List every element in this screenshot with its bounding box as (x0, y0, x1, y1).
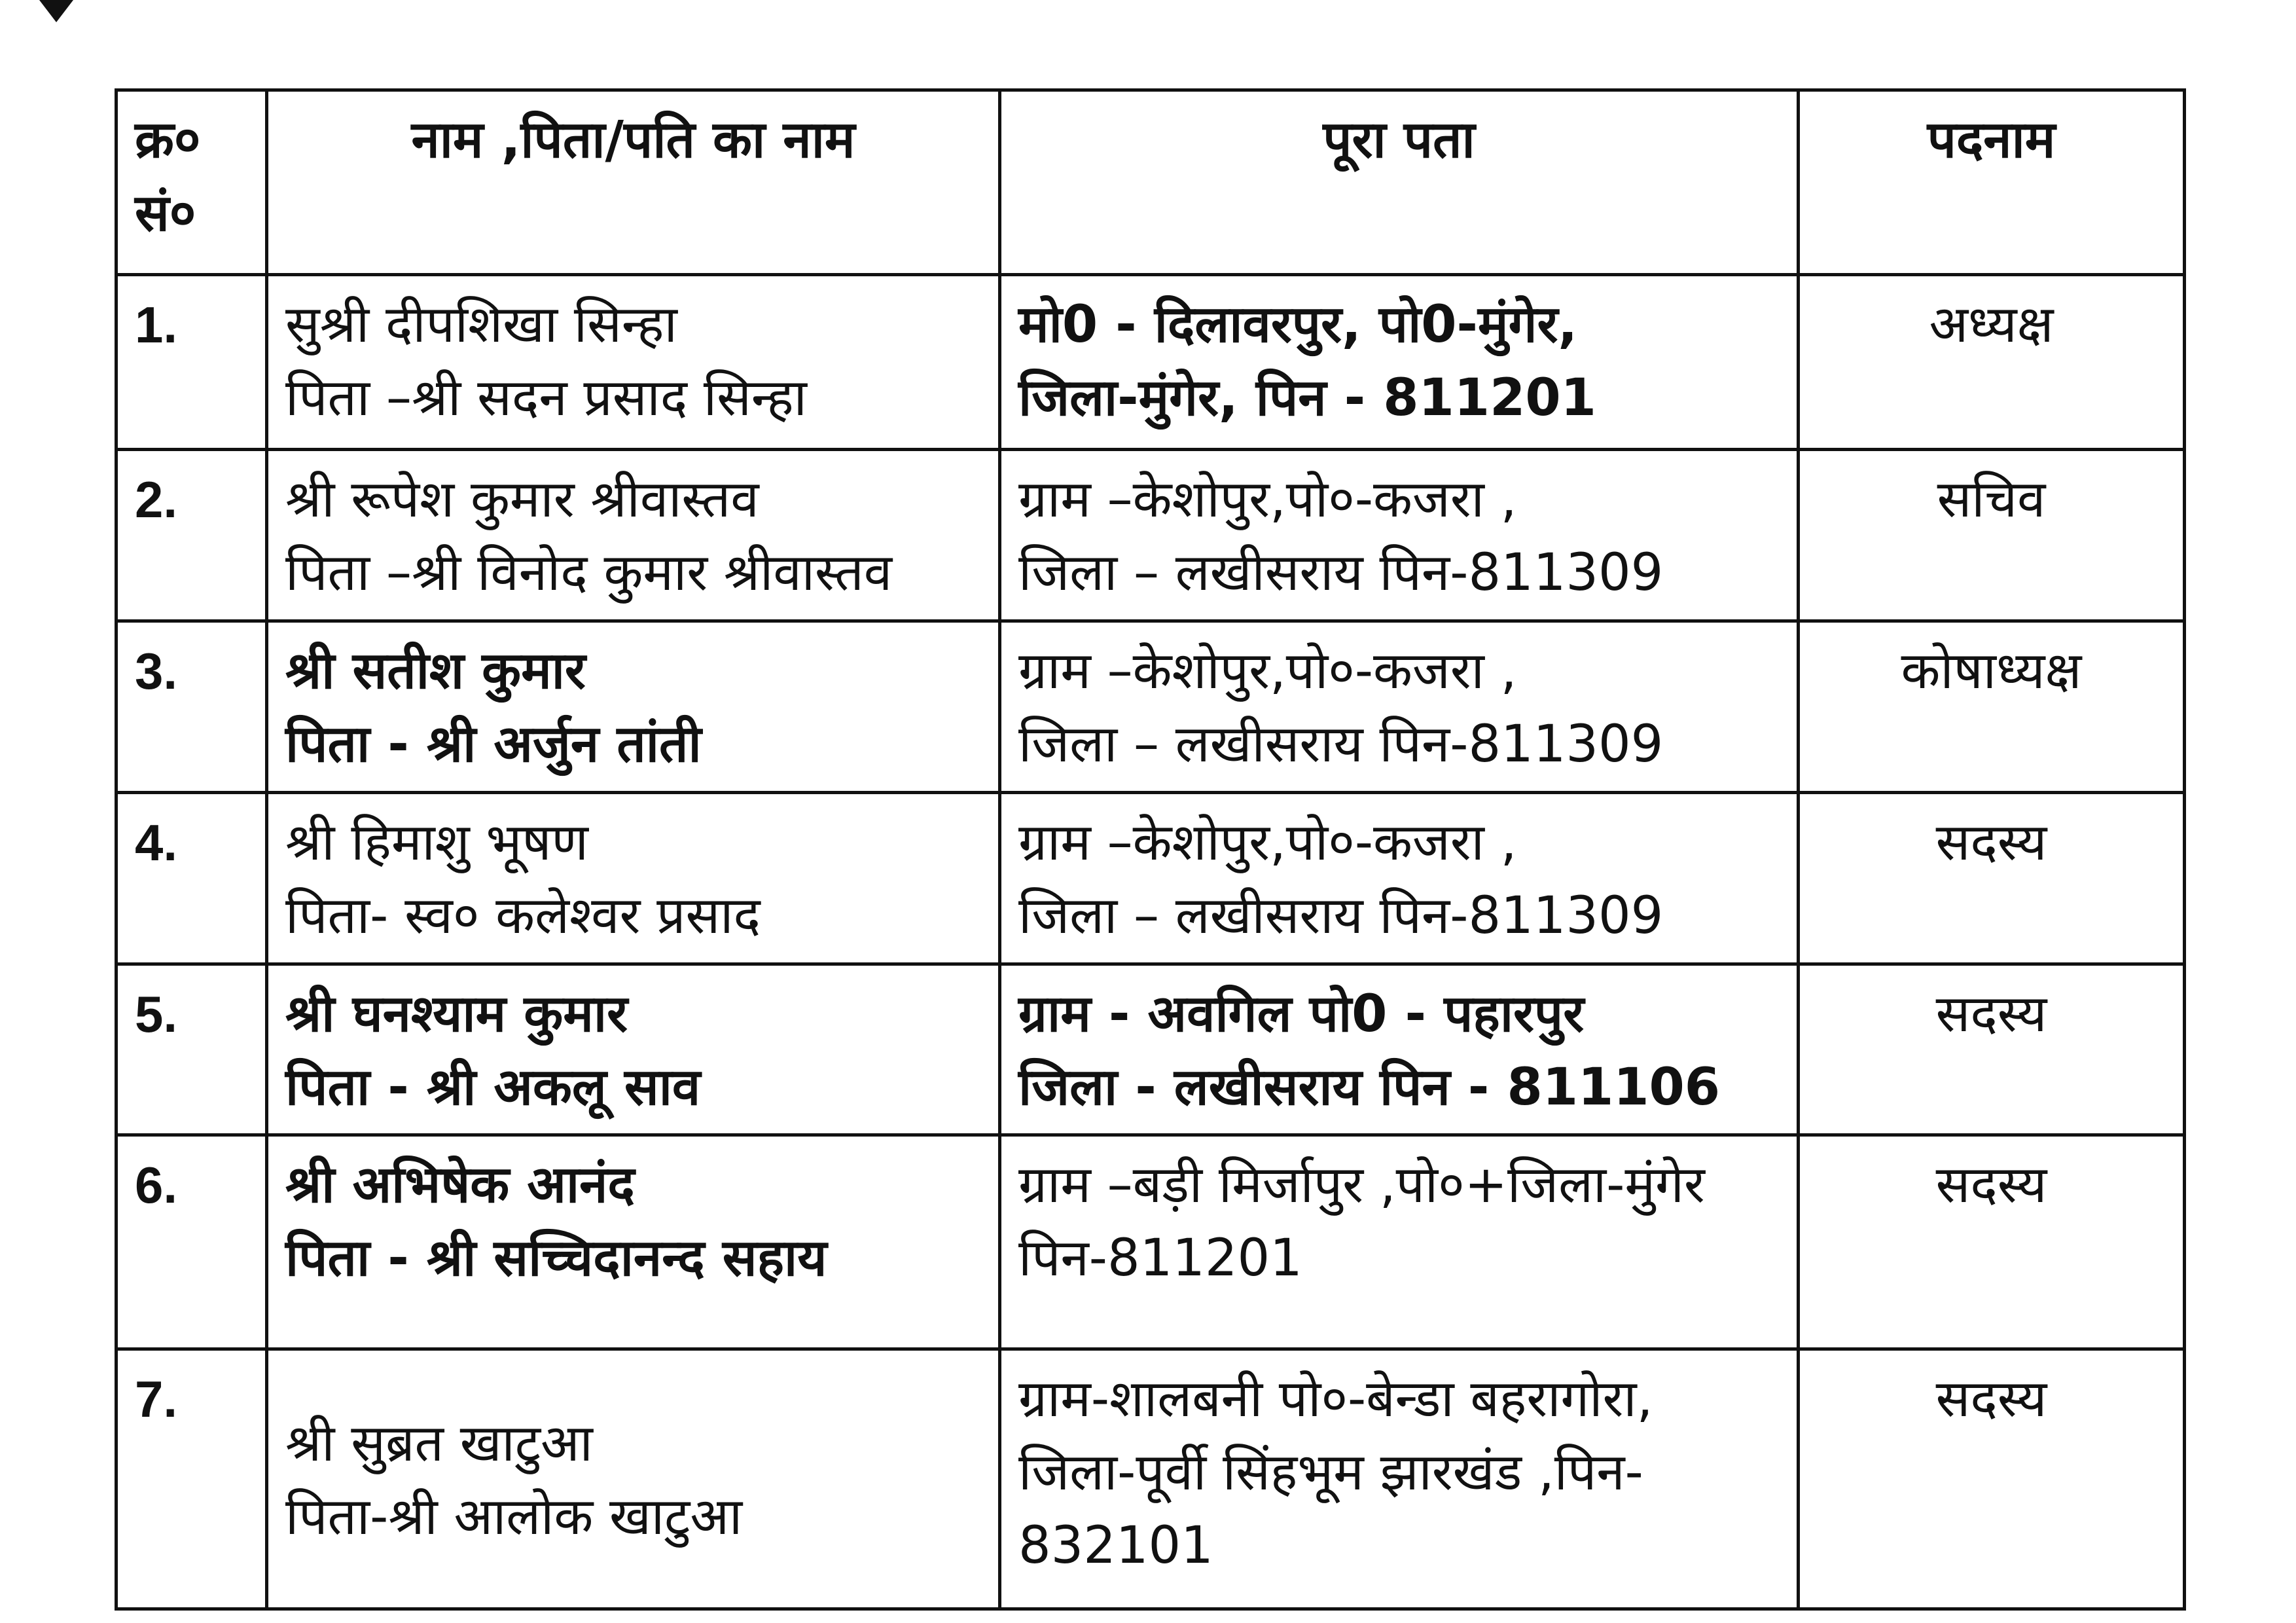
serial-number-cell: 1. (117, 275, 267, 450)
name-cell (267, 964, 1000, 1135)
serial-number-cell: 7. (117, 1349, 267, 1609)
serial-number-cell: 4. (117, 793, 267, 964)
name-cell (267, 275, 1000, 450)
address-line: पिन-811201 (1018, 1229, 1302, 1288)
address-cell (1000, 1349, 1799, 1609)
table-row (117, 275, 2185, 450)
address-line: 832101 (1018, 1516, 1213, 1575)
address-line: ग्राम –केशोपुर,पो०-कजरा , (1018, 470, 1517, 529)
address-line: मो0 - दिलावरपुर, पो0-मुंगेर, (1018, 295, 1578, 354)
address-line: ग्राम –केशोपुर,पो०-कजरा , (1018, 642, 1517, 701)
member-name: श्री सतीश कुमार (285, 642, 586, 701)
address-line: जिला – लखीसराय पिन-811309 (1018, 886, 1664, 945)
member-name: श्री रूपेश कुमार श्रीवास्तव (285, 470, 759, 529)
address-line: जिला - लखीसराय पिन - 811106 (1018, 1058, 1721, 1117)
table-row (117, 793, 2185, 964)
address-cell (1000, 621, 1799, 793)
table-row (117, 621, 2185, 793)
father-name: पिता - श्री अकलू साव (285, 1058, 701, 1117)
serial-number-cell: 3. (117, 621, 267, 793)
address-cell (1000, 1135, 1799, 1349)
father-name: पिता - श्री सच्चिदानन्द सहाय (285, 1229, 827, 1288)
address-line: ग्राम-शालबनी पो०-बेन्डा बहरागोरा, (1018, 1370, 1653, 1429)
father-name: पिता- स्व० कलेश्वर प्रसाद (285, 886, 761, 945)
address-line: जिला – लखीसराय पिन-811309 (1018, 715, 1664, 774)
address-line: ग्राम –बड़ी मिर्जापुर ,पो०+जिला-मुंगेर (1018, 1156, 1705, 1214)
member-name: श्री घनश्याम कुमार (285, 985, 628, 1044)
designation-cell: कोषाध्यक्ष (1799, 621, 2185, 793)
name-cell (267, 793, 1000, 964)
table-row (117, 450, 2185, 621)
serial-header-line1: क्र० (135, 111, 201, 170)
address-cell (1000, 450, 1799, 621)
address-line: जिला-पूर्वी सिंहभूम झारखंड ,पिन- (1018, 1443, 1643, 1502)
designation-cell: सचिव (1799, 450, 2185, 621)
name-cell (267, 450, 1000, 621)
table-header-row (117, 90, 2185, 275)
committee-members-table (115, 88, 2186, 1611)
address-line: जिला – लखीसराय पिन-811309 (1018, 543, 1664, 602)
address-cell (1000, 275, 1799, 450)
member-name: श्री अभिषेक आनंद (285, 1156, 635, 1214)
member-name: श्री हिमाशु भूषण (285, 813, 588, 872)
table-row (117, 1135, 2185, 1349)
designation-cell: सदस्य (1799, 964, 2185, 1135)
father-name: पिता –श्री सदन प्रसाद सिन्हा (285, 369, 807, 428)
address-line: ग्राम –केशोपुर,पो०-कजरा , (1018, 813, 1517, 872)
member-name: श्री सुब्रत खाटुआ (285, 1414, 593, 1473)
father-name: पिता - श्री अर्जुन तांती (285, 715, 702, 774)
father-name: पिता –श्री विनोद कुमार श्रीवास्तव (285, 543, 893, 602)
designation-cell: सदस्य (1799, 793, 2185, 964)
table-row (117, 1349, 2185, 1609)
serial-number-header (117, 90, 267, 275)
serial-number-cell: 6. (117, 1135, 267, 1349)
designation-header: पदनाम (1799, 90, 2185, 275)
name-cell (267, 1135, 1000, 1349)
address-line: जिला-मुंगेर, पिन - 811201 (1018, 369, 1596, 428)
address-line: ग्राम - अवगिल पो0 - पहारपुर (1018, 985, 1585, 1044)
father-name: पिता-श्री आलोक खाटुआ (285, 1487, 743, 1546)
name-cell (267, 621, 1000, 793)
serial-header-line2: सं० (135, 184, 196, 243)
name-cell (267, 1349, 1000, 1609)
designation-cell: सदस्य (1799, 1135, 2185, 1349)
serial-number-cell: 5. (117, 964, 267, 1135)
designation-cell: अध्यक्ष (1799, 275, 2185, 450)
member-name: सुश्री दीपशिखा सिन्हा (285, 295, 677, 354)
address-header: पूरा पता (1000, 90, 1799, 275)
corner-mark (39, 0, 73, 22)
name-header: नाम ,पिता/पति का नाम (267, 90, 1000, 275)
table-row (117, 964, 2185, 1135)
address-cell (1000, 793, 1799, 964)
address-cell (1000, 964, 1799, 1135)
serial-number-cell: 2. (117, 450, 267, 621)
designation-cell: सदस्य (1799, 1349, 2185, 1609)
